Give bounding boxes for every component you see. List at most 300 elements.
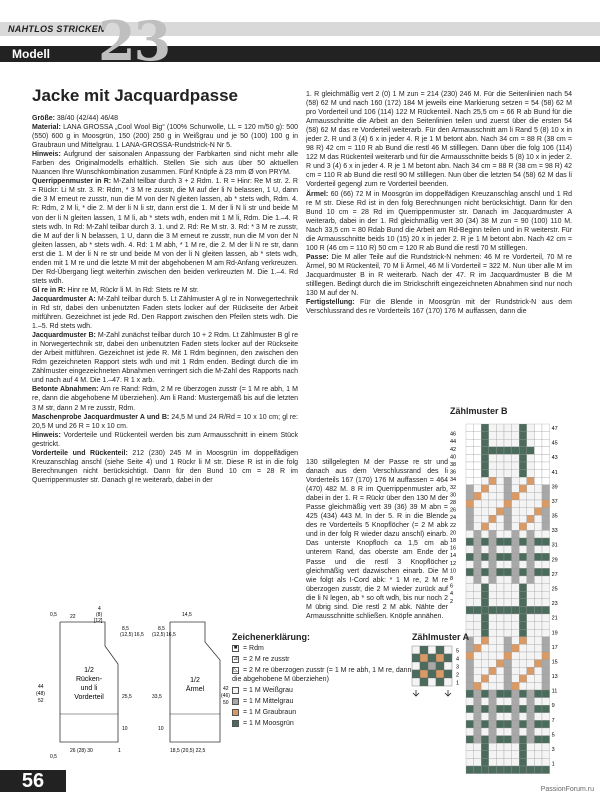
chart-b-cell [489, 766, 497, 774]
chart-a-cell [412, 678, 420, 686]
paragraph [32, 295, 298, 331]
legend-title: Zeichenerklärung: [232, 632, 311, 642]
chart-b-cell [542, 523, 550, 531]
paragraph-text: 1. R gleichmäßig vert 2 (0) 1 M zun = 214 (230) 246 M. Für die Seitenlinien nach 54 (58) 62 M und nach 160 (172) 184 M jeweils eine Markierung setzen = 54 (58) 62 M pro Vorderteil und 106 (114) 122 M Rückenteil. Nach 25,5 cm = 66 R ab Bund für die Armausschnitte die Arbeit an den Seitenlinien teilen und zuerst über die ersten 54 (58) 62 M das re Vorderteil weiterarb. Für den Armausschnitt am li Rand 5 (8) 10 x in jeder 2. R und 3 (4) 6 x in jeder 4. R je 1 M betont abn. Nach 34 cm = 88 R (38 cm = 98 R) 42 cm = 110 R ab Bund die restl 46 M stilllegen. Dann über die folg 106 (114) 122 M das Rückenteil weiterarb und für die Armausschnitte beids 5 (8) 10 x in jeder 2. R und 3 (4) 6 x in jeder 4. R je 1 M betont abn. Nach 34 cm = 88 R (38 cm = 98 R) 42 cm = 110 R ab Bund die restl 90 M stilllegen. Nun über die letzten 54 (58) 62 M das li Vorderteil gegengl zum re Vorderteil beenden. [306, 91, 572, 189]
chart-b-cell [519, 675, 527, 683]
chart-b-row-label-left: 14 [450, 553, 457, 560]
chart-b-cell [512, 736, 520, 744]
chart-b-cell [512, 599, 520, 607]
chart-a-cell [436, 678, 444, 686]
chart-b-cell [496, 629, 504, 637]
chart-b-cell [489, 462, 497, 470]
legend-text: = Rdm [243, 645, 264, 652]
chart-b-cell [489, 644, 497, 652]
chart-b-cell [527, 454, 535, 462]
chart-b-row-label-right: 43 [551, 455, 558, 462]
chart-b-row-label-right: 3 [551, 747, 555, 754]
sleeve-title-line2: Ärmel [185, 686, 205, 693]
chart-b-cell [534, 622, 542, 630]
chart-a-row-label: 3 [456, 664, 460, 671]
chart-b-cell [542, 477, 550, 485]
chart-b-cell [481, 508, 489, 516]
chart-b-cell [481, 660, 489, 668]
chart-b-cell [519, 667, 527, 675]
chart-b-row-label-right: 21 [551, 615, 558, 622]
chart-b-cell [542, 568, 550, 576]
chart-b-row-label-right: 19 [551, 630, 558, 637]
chart-b-cell [466, 439, 474, 447]
chart-b-cell [496, 584, 504, 592]
chart-b-cell [481, 500, 489, 508]
legend-text: = 2 M re zusstr [243, 656, 290, 663]
chart-b-cell [504, 485, 512, 493]
chart-b-cell [474, 728, 482, 736]
legend-text: = 1 M Mittelgrau [243, 698, 294, 705]
chart-b-cell [496, 751, 504, 759]
legend-swatch [232, 720, 239, 727]
chart-b-row-label-left: 28 [450, 500, 457, 506]
chart-b-cell [519, 660, 527, 668]
chart-b-cell [496, 675, 504, 683]
chart-b-cell [534, 606, 542, 614]
chart-b-cell [504, 454, 512, 462]
chart-b-cell [481, 470, 489, 478]
chart-b-cell [542, 546, 550, 554]
chart-b-cell [512, 690, 520, 698]
chart-b-cell [481, 644, 489, 652]
chart-b-cell [512, 439, 520, 447]
paragraph [32, 177, 298, 286]
chart-b-cell [496, 485, 504, 493]
chart-b-cell [496, 682, 504, 690]
legend-item [232, 644, 412, 653]
chart-b-cell [542, 432, 550, 440]
chart-b-cell [504, 751, 512, 759]
chart-b-cell [496, 758, 504, 766]
chart-a-cell [444, 678, 452, 686]
chart-b-cell [512, 584, 520, 592]
chart-a-row-label: 4 [456, 656, 460, 663]
chart-b-cell [474, 667, 482, 675]
chart-b-row-label-left: 8 [450, 576, 454, 582]
sdim-side-4: (46) [221, 693, 230, 699]
chart-b-cell [542, 622, 550, 630]
chart-b-cell [534, 720, 542, 728]
sdim-side-1: 33,5 [152, 694, 162, 700]
chart-b-cell [534, 591, 542, 599]
chart-a-cell [412, 654, 420, 662]
dim-top-7: (12,5) [120, 632, 134, 638]
chart-b-cell [527, 599, 535, 607]
chart-b-cell [527, 606, 535, 614]
chart-a-cell [444, 670, 452, 678]
chart-b-cell [512, 462, 520, 470]
chart-b-cell [512, 538, 520, 546]
chart-b-cell [504, 523, 512, 531]
chart-b-cell [542, 530, 550, 538]
chart-b-cell [542, 720, 550, 728]
chart-b-cell [534, 637, 542, 645]
chart-b-cell [496, 530, 504, 538]
chart-b-cell [489, 546, 497, 554]
chart-b-cell [496, 698, 504, 706]
chart-b-cell [496, 553, 504, 561]
chart-b-cell [542, 599, 550, 607]
chart-b-cell [474, 515, 482, 523]
chart-b-cell [512, 675, 520, 683]
chart-b-cell [466, 713, 474, 721]
chart-b-cell [527, 614, 535, 622]
chart-b-cell [496, 546, 504, 554]
chart-b-cell [519, 758, 527, 766]
chart-b-cell [474, 606, 482, 614]
chart-b-cell [542, 591, 550, 599]
chart-b-cell [481, 485, 489, 493]
chart-b-cell [474, 530, 482, 538]
chart-b-cell [504, 584, 512, 592]
chart-b-cell [489, 553, 497, 561]
chart-b-cell [512, 705, 520, 713]
chart-b-cell [481, 713, 489, 721]
chart-b-cell [489, 720, 497, 728]
chart-b-cell [466, 485, 474, 493]
chart-b-cell [481, 698, 489, 706]
chart-b-cell [481, 591, 489, 599]
chart-b-cell [474, 637, 482, 645]
chart-b-cell [519, 508, 527, 516]
chart-b-cell [481, 766, 489, 774]
chart-b-cell [527, 637, 535, 645]
chart-a-cell [428, 646, 436, 654]
chart-b-cell [496, 736, 504, 744]
chart-b-cell [534, 736, 542, 744]
chart-b-cell [519, 652, 527, 660]
chart-b-cell [504, 614, 512, 622]
body-title-line4: Vorderteil [74, 694, 104, 701]
legend-item [232, 686, 412, 695]
chart-b-cell [519, 637, 527, 645]
chart-b-cell [534, 485, 542, 493]
chart-a-cell [444, 662, 452, 670]
chart-b-cell [466, 432, 474, 440]
chart-b-cell [489, 561, 497, 569]
paragraph-text: 60 (66) 72 M in Moosgrün im doppelfädigen Kreuzanschlag anschl und 1 Rd re M str. Diese Rd ist in den folg Berechnungen nicht berücksichtigt. Dann für den Bund 10 cm = 28 Rd im Querrippenmuster str. Danach im Jacquardmuster A weiterarb, dabei in der 1. Rd gleichmäßig vert 30 (34) 38 M zun = 90 (100) 110 M. Nach 33,5 cm = 80 Rdab Bund die Arbeit am Rd-Beginn teilen und in R weiterstr. Für die Armausschnitte beids 10 (15) 20 x in jeder 2. R je 1 M betont abn. Nach 42 cm = 100 R (46 cm = 110 R) 50 cm = 120 R ab Bund die restl 70 M stilllegen. [306, 190, 572, 252]
chart-b-cell [519, 698, 527, 706]
chart-b-cell [466, 728, 474, 736]
chart-b-cell [542, 538, 550, 546]
chart-b-cell [519, 523, 527, 531]
chart-b-cell [489, 599, 497, 607]
chart-b-cell [534, 728, 542, 736]
chart-b-cell [474, 675, 482, 683]
text-column-2 [306, 90, 572, 461]
chart-b-cell [527, 591, 535, 599]
legend-item [232, 655, 412, 664]
chart-b-cell [496, 515, 504, 523]
chart-b-row-label-left: 44 [450, 439, 457, 446]
chart-b-cell [496, 652, 504, 660]
sdim-side-2: 10 [158, 726, 164, 732]
chart-b-cell [481, 477, 489, 485]
chart-b-cell [542, 561, 550, 569]
chart-a-cell [436, 646, 444, 654]
chart-b-cell [496, 439, 504, 447]
chart-b-cell [512, 698, 520, 706]
paragraph [32, 385, 298, 412]
paragraph-label: Hinweis: [32, 431, 61, 439]
chart-b-cell [504, 713, 512, 721]
chart-a-row-label: 1 [456, 680, 460, 687]
chart-b-cell [512, 553, 520, 561]
chart-b-cell [542, 667, 550, 675]
chart-b-cell [481, 637, 489, 645]
chart-b-cell [474, 432, 482, 440]
chart-b-cell [542, 736, 550, 744]
chart-b-cell [489, 743, 497, 751]
paragraph-label: Jacquardmuster A: [32, 295, 96, 303]
chart-b-cell [534, 690, 542, 698]
chart-b-cell [519, 485, 527, 493]
paragraph-label: Passe: [306, 253, 329, 261]
chart-b-cell [534, 432, 542, 440]
chart-a-cell [428, 662, 436, 670]
chart-b-cell [519, 766, 527, 774]
chart-b-cell [489, 485, 497, 493]
chart-b-cell [527, 758, 535, 766]
chart-b-cell [504, 720, 512, 728]
chart-b-cell [527, 576, 535, 584]
chart-b-cell [466, 508, 474, 516]
chart-b-cell [489, 530, 497, 538]
chart-b-cell [512, 644, 520, 652]
chart-b-cell [466, 599, 474, 607]
legend-text: = 2 M re überzogen zusstr (= 1 M re abh, 1 M re, dann die abgehobene M überziehen) [232, 667, 412, 683]
chart-b-cell [474, 546, 482, 554]
chart-b-cell [504, 462, 512, 470]
chart-b-cell [489, 576, 497, 584]
chart-b-cell [534, 447, 542, 455]
legend-swatch [232, 698, 239, 705]
chart-b-cell [534, 675, 542, 683]
chart-b-row-label-left: 40 [450, 454, 457, 461]
dim-bottom-2: 1 [118, 748, 121, 754]
chart-b-cell [534, 561, 542, 569]
paragraph-text: 38/40 (42/44) 46/48 [54, 115, 119, 122]
paragraph-text: Die M aller Teile auf die Rundstrick-N nehmen: 46 M re Vorderteil, 70 M re Ärmel, 90 M Rückenteil, 70 M li Ärmel, 46 M li Vorderteil = 322 M. Nun über alle M im Jacquardmuster B in R weiterarb. Nach der 47. R im Jacquardmuster B die M stilllegen. Bedingt durch die im Strickschrift eingezeichneten Abnahmen sind nur noch 130 M auf der N. [306, 253, 572, 298]
chart-b-cell [527, 553, 535, 561]
chart-b-cell [489, 508, 497, 516]
legend-swatch: ◺ [233, 666, 238, 673]
chart-b-cell [489, 690, 497, 698]
dim-side-4: 25,5 [122, 694, 132, 700]
chart-b-row-label-left: 18 [450, 538, 457, 544]
sdim-bottom-1: 18,5 (20,5) 22,5 [170, 748, 206, 754]
chart-b-cell [474, 576, 482, 584]
chart-b-cell [519, 439, 527, 447]
chart-b-cell [489, 584, 497, 592]
page-number: 56 [0, 770, 66, 792]
chart-b-cell [512, 713, 520, 721]
chart-b-cell [504, 622, 512, 630]
chart-b-cell [489, 728, 497, 736]
sdim-top-4: 14,5 [182, 612, 192, 618]
chart-b-cell [474, 447, 482, 455]
chart-b-cell [527, 523, 535, 531]
chart-b-cell [466, 766, 474, 774]
chart-b-grid [448, 418, 578, 768]
chart-b-cell [542, 576, 550, 584]
paragraph-label: Vorderteile und Rückenteil: [32, 449, 128, 457]
chart-b-row-label-right: 39 [551, 484, 558, 491]
chart-b-cell [481, 538, 489, 546]
chart-b-cell [512, 576, 520, 584]
dim-side-1: 44 [38, 684, 44, 690]
paragraph [306, 253, 572, 298]
chart-b-cell [542, 500, 550, 508]
chart-b-cell [474, 743, 482, 751]
chart-b-cell [512, 751, 520, 759]
chart-b-row-label-right: 31 [551, 542, 558, 549]
paragraph-text: Am re Rand: Rdm, 2 M re überzogen zusstr (= 1 M re abh, 1 M re, dann die abgehobene M überziehen). Am li Rand: Mustergemäß bis auf die letzten 3 M str, dann 2 M re zusstr, Rdm. [32, 386, 298, 412]
chart-b-cell [527, 568, 535, 576]
chart-b-cell [474, 622, 482, 630]
chart-b-cell [474, 508, 482, 516]
chart-b-row-label-left: 34 [450, 477, 457, 484]
chart-b-row-label-right: 47 [551, 426, 558, 432]
paragraph-label: Hinweis: [32, 151, 61, 159]
chart-b-cell [474, 644, 482, 652]
chart-b-cell [474, 713, 482, 721]
chart-b-cell [527, 500, 535, 508]
chart-b-cell [489, 477, 497, 485]
chart-b-cell [534, 766, 542, 774]
chart-b-cell [481, 743, 489, 751]
chart-b-cell [519, 614, 527, 622]
chart-b-cell [466, 561, 474, 569]
chart-a-cell [444, 646, 452, 654]
paragraph-text: M-Zahl teilbar durch 5. Lt Zählmuster A gl re in Norwegertechnik in Rd str, dabei den unbenutzten Faden stets locker auf der Rückseite der Arbeit mitführen. Gezeichnet ist jede Rd. Den Rapport zwischen den Pfeilen stets wdh. Die 1.–5. Rd stets wdh. [32, 295, 298, 331]
chart-b-cell [534, 576, 542, 584]
chart-b-cell [481, 675, 489, 683]
chart-b-cell [474, 629, 482, 637]
chart-b-cell [519, 470, 527, 478]
chart-b-cell [542, 713, 550, 721]
chart-b-cell [466, 470, 474, 478]
chart-b-cell [496, 538, 504, 546]
chart-b-cell [481, 736, 489, 744]
chart-b-cell [489, 500, 497, 508]
chart-b-row-label-left: 6 [450, 583, 454, 590]
chart-b-cell [474, 568, 482, 576]
chart-a-cell [412, 646, 420, 654]
chart-b-cell [489, 523, 497, 531]
chart-b-cell [474, 660, 482, 668]
chart-b-cell [534, 698, 542, 706]
chart-b-cell [489, 447, 497, 455]
chart-b-cell [534, 644, 542, 652]
chart-b-cell [534, 652, 542, 660]
chart-b-cell [519, 561, 527, 569]
chart-b-cell [474, 698, 482, 706]
chart-b-cell [527, 736, 535, 744]
sdim-top-3: 16,5 [166, 632, 176, 638]
chart-b-cell [542, 553, 550, 561]
chart-b-cell [474, 439, 482, 447]
chart-b-cell [504, 424, 512, 432]
chart-b-cell [512, 591, 520, 599]
chart-b-cell [512, 743, 520, 751]
chart-b-cell [466, 462, 474, 470]
dim-top-8: 16,5 [134, 632, 144, 638]
chart-b-cell [504, 667, 512, 675]
chart-b-cell [512, 485, 520, 493]
legend-swatch [232, 709, 239, 716]
chart-b-cell [474, 736, 482, 744]
chart-b-cell [481, 553, 489, 561]
chart-b-cell [474, 454, 482, 462]
sdim-side-5: 50 [223, 700, 229, 706]
chart-b-cell [466, 500, 474, 508]
chart-b-cell [527, 424, 535, 432]
size-schematics [30, 602, 230, 762]
chart-b-cell [504, 675, 512, 683]
chart-b-cell [496, 644, 504, 652]
chart-b-cell [542, 606, 550, 614]
chart-b-cell [489, 698, 497, 706]
chart-b-cell [504, 538, 512, 546]
chart-a-row-label: 5 [456, 648, 460, 655]
chart-b-cell [504, 728, 512, 736]
chart-b-cell [466, 523, 474, 531]
chart-b-cell [527, 713, 535, 721]
chart-b-cell [534, 538, 542, 546]
chart-b-cell [512, 758, 520, 766]
chart-b-cell [504, 644, 512, 652]
text-column-3 [306, 458, 448, 620]
chart-b-cell [519, 720, 527, 728]
chart-b-cell [534, 713, 542, 721]
chart-b-cell [504, 690, 512, 698]
chart-b-cell [542, 652, 550, 660]
chart-b-cell [512, 568, 520, 576]
paragraph-label: Größe: [32, 115, 55, 122]
chart-b-cell [527, 584, 535, 592]
chart-b-cell [534, 424, 542, 432]
paragraph-text: Für die Blende in Moosgrün mit der Rundstrick-N aus dem Verschlussrand des re Vorderteils 167 (170) 176 M auffassen, dann die [306, 299, 572, 316]
chart-b-cell [519, 690, 527, 698]
chart-b-cell [504, 758, 512, 766]
chart-b-cell [489, 439, 497, 447]
chart-b-cell [519, 682, 527, 690]
chart-b-cell [512, 561, 520, 569]
chart-b-cell [527, 751, 535, 759]
chart-b-cell [489, 667, 497, 675]
chart-b-cell [519, 538, 527, 546]
chart-b-cell [527, 470, 535, 478]
chart-b-row-label-left: 16 [450, 545, 457, 552]
chart-b-cell [542, 584, 550, 592]
chart-b-cell [534, 584, 542, 592]
sdim-top-2: (12,5) [152, 632, 166, 638]
chart-b-cell [519, 728, 527, 736]
paragraph-text: 212 (230) 245 M in Moosgrün im doppelfädigen Kreuzanschlag anschl (siehe Seite 4) und 1 Rückr li M str. Diese R ist in die folg Berechnungen nicht berücksichtigt. Dann für den Bund 10 cm = 28 R im Querrippenmuster str. Danach gl re weiterarb, dabei in der [32, 449, 298, 484]
chart-b-cell [489, 432, 497, 440]
chart-b-cell [519, 705, 527, 713]
chart-b-cell [512, 622, 520, 630]
paragraph-text: 24,5 M und 24 R/Rd = 10 x 10 cm; gl re: 20,5 M und 26 R = 10 x 10 cm. [32, 413, 298, 430]
legend-text: = 1 M Moosgrün [243, 720, 294, 727]
chart-b-cell [489, 591, 497, 599]
